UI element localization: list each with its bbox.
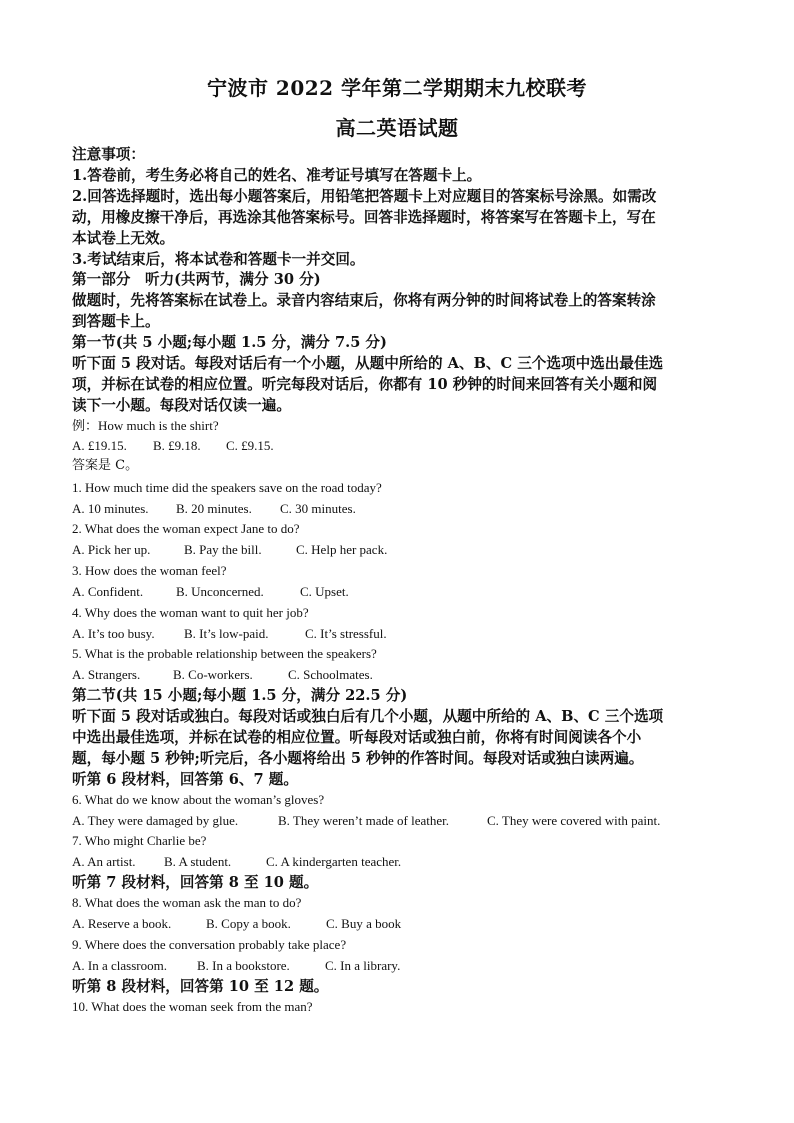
example-options bbox=[72, 437, 274, 455]
q4-option-b: B. It’s low-paid. bbox=[184, 626, 269, 641]
question-9-options bbox=[72, 957, 400, 975]
notice-item-2-line-2: 动，用橡皮擦干净后，再选涂其他答案标号。回答非选择题时，将答案写在答题卡上，写在 bbox=[72, 209, 656, 226]
notice-item-3: 3.考试结束后，将本试卷和答题卡一并交回。 bbox=[72, 251, 365, 268]
part1-heading: 第一部分 听力(共两节，满分 30 分) bbox=[72, 271, 321, 288]
q4-option-c: C. It’s stressful. bbox=[305, 626, 387, 641]
q4-option-a: A. It’s too busy. bbox=[72, 626, 155, 641]
q2-option-a: A. Pick her up. bbox=[72, 542, 151, 557]
section1-heading: 第一节(共 5 小题;每小题 1.5 分，满分 7.5 分) bbox=[72, 334, 387, 351]
question-6: 6. What do we know about the woman’s gloves? bbox=[72, 792, 325, 807]
question-8-options bbox=[72, 915, 401, 933]
question-1-options bbox=[72, 500, 356, 518]
question-5: 5. What is the probable relationship between the speakers? bbox=[72, 646, 377, 661]
q8-option-c: C. Buy a book bbox=[326, 916, 402, 931]
section2-intro-line-3: 题，每小题 5 秒钟;听完后，各小题将给出 5 秒钟的作答时间。每段对话或独白读两遍。 bbox=[72, 750, 644, 767]
q8-option-b: B. Copy a book. bbox=[206, 916, 291, 931]
material-6-heading: 听第 6 段材料，回答第 6、7 题。 bbox=[72, 771, 298, 788]
question-9: 9. Where does the conversation probably take place? bbox=[72, 937, 347, 952]
part1-intro-line-1: 做题时，先将答案标在试卷上。录音内容结束后，你将有两分钟的时间将试卷上的答案转涂 bbox=[72, 292, 656, 309]
q2-option-b: B. Pay the bill. bbox=[184, 542, 262, 557]
section1-intro-line-1: 听下面 5 段对话。每段对话后有一个小题，从题中所给的 A、B、C 三个选项中选出最佳选 bbox=[72, 355, 664, 372]
example-answer: 答案是 C。 bbox=[72, 458, 139, 473]
q7-option-a: A. An artist. bbox=[72, 854, 136, 869]
example-option-c: C. £9.15. bbox=[226, 438, 274, 453]
question-6-options bbox=[72, 812, 660, 830]
question-4: 4. Why does the woman want to quit her job? bbox=[72, 605, 309, 620]
q7-option-b: B. A student. bbox=[164, 854, 232, 869]
question-7: 7. Who might Charlie be? bbox=[72, 833, 207, 848]
example-option-a: A. £19.15. bbox=[72, 438, 127, 453]
q1-option-b: B. 20 minutes. bbox=[176, 501, 252, 516]
question-4-options bbox=[72, 625, 387, 643]
example-option-b: B. £9.18. bbox=[153, 438, 201, 453]
q5-option-c: C. Schoolmates. bbox=[288, 667, 373, 682]
q3-option-c: C. Upset. bbox=[300, 584, 349, 599]
question-10: 10. What does the woman seek from the man? bbox=[72, 999, 313, 1014]
notice-item-1: 1.答卷前，考生务必将自己的姓名、准考证号填写在答题卡上。 bbox=[72, 167, 482, 184]
section1-intro-line-2: 项，并标在试卷的相应位置。听完每段对话后，你都有 10 秒钟的时间来回答有关小题和阅 bbox=[72, 376, 658, 393]
q2-option-c: C. Help her pack. bbox=[296, 542, 388, 557]
q9-option-a: A. In a classroom. bbox=[72, 958, 167, 973]
q3-option-b: B. Unconcerned. bbox=[176, 584, 264, 599]
exam-subtitle: 高二英语试题 bbox=[335, 116, 459, 140]
q8-option-a: A. Reserve a book. bbox=[72, 916, 172, 931]
q9-option-b: B. In a bookstore. bbox=[197, 958, 290, 973]
part1-intro-line-2: 到答题卡上。 bbox=[72, 313, 160, 330]
notice-heading: 注意事项： bbox=[72, 146, 145, 163]
q6-option-b: B. They weren’t made of leather. bbox=[278, 813, 449, 828]
question-3: 3. How does the woman feel? bbox=[72, 563, 227, 578]
question-5-options bbox=[72, 666, 373, 684]
q6-option-a: A. They were damaged by glue. bbox=[72, 813, 239, 828]
question-7-options bbox=[72, 853, 401, 871]
notice-item-2-line-1: 2.回答选择题时，选出每小题答案后，用铅笔把答题卡上对应题目的答案标号涂黑。如需改 bbox=[72, 188, 657, 205]
q5-option-b: B. Co-workers. bbox=[173, 667, 253, 682]
notice-item-2-line-3: 本试卷上无效。 bbox=[72, 230, 175, 247]
section1-intro-line-3: 读下一小题。每段对话仅读一遍。 bbox=[72, 397, 291, 414]
material-7-heading: 听第 7 段材料，回答第 8 至 10 题。 bbox=[72, 874, 319, 891]
q1-option-c: C. 30 minutes. bbox=[280, 501, 356, 516]
question-8: 8. What does the woman ask the man to do? bbox=[72, 895, 302, 910]
exam-title: 宁波市 2022 学年第二学期期末九校联考 bbox=[206, 76, 588, 100]
q6-option-c: C. They were covered with paint. bbox=[487, 813, 661, 828]
q5-option-a: A. Strangers. bbox=[72, 667, 141, 682]
example-question: 例：How much is the shirt? bbox=[72, 418, 219, 433]
question-1: 1. How much time did the speakers save on the road today? bbox=[72, 480, 382, 495]
q1-option-a: A. 10 minutes. bbox=[72, 501, 149, 516]
section2-intro-line-1: 听下面 5 段对话或独白。每段对话或独白后有几个小题，从题中所给的 A、B、C 三个选项 bbox=[72, 708, 664, 725]
material-8-heading: 听第 8 段材料，回答第 10 至 12 题。 bbox=[72, 978, 329, 995]
q7-option-c: C. A kindergarten teacher. bbox=[266, 854, 402, 869]
q9-option-c: C. In a library. bbox=[325, 958, 401, 973]
section2-intro-line-2: 中选出最佳选项，并标在试卷的相应位置。听每段对话或独白前，你将有时间阅读各个小 bbox=[72, 729, 642, 746]
section2-heading: 第二节(共 15 小题;每小题 1.5 分，满分 22.5 分) bbox=[72, 687, 408, 704]
q3-option-a: A. Confident. bbox=[72, 584, 144, 599]
question-3-options bbox=[72, 583, 349, 601]
question-2-options bbox=[72, 541, 387, 559]
question-2: 2. What does the woman expect Jane to do? bbox=[72, 521, 300, 536]
